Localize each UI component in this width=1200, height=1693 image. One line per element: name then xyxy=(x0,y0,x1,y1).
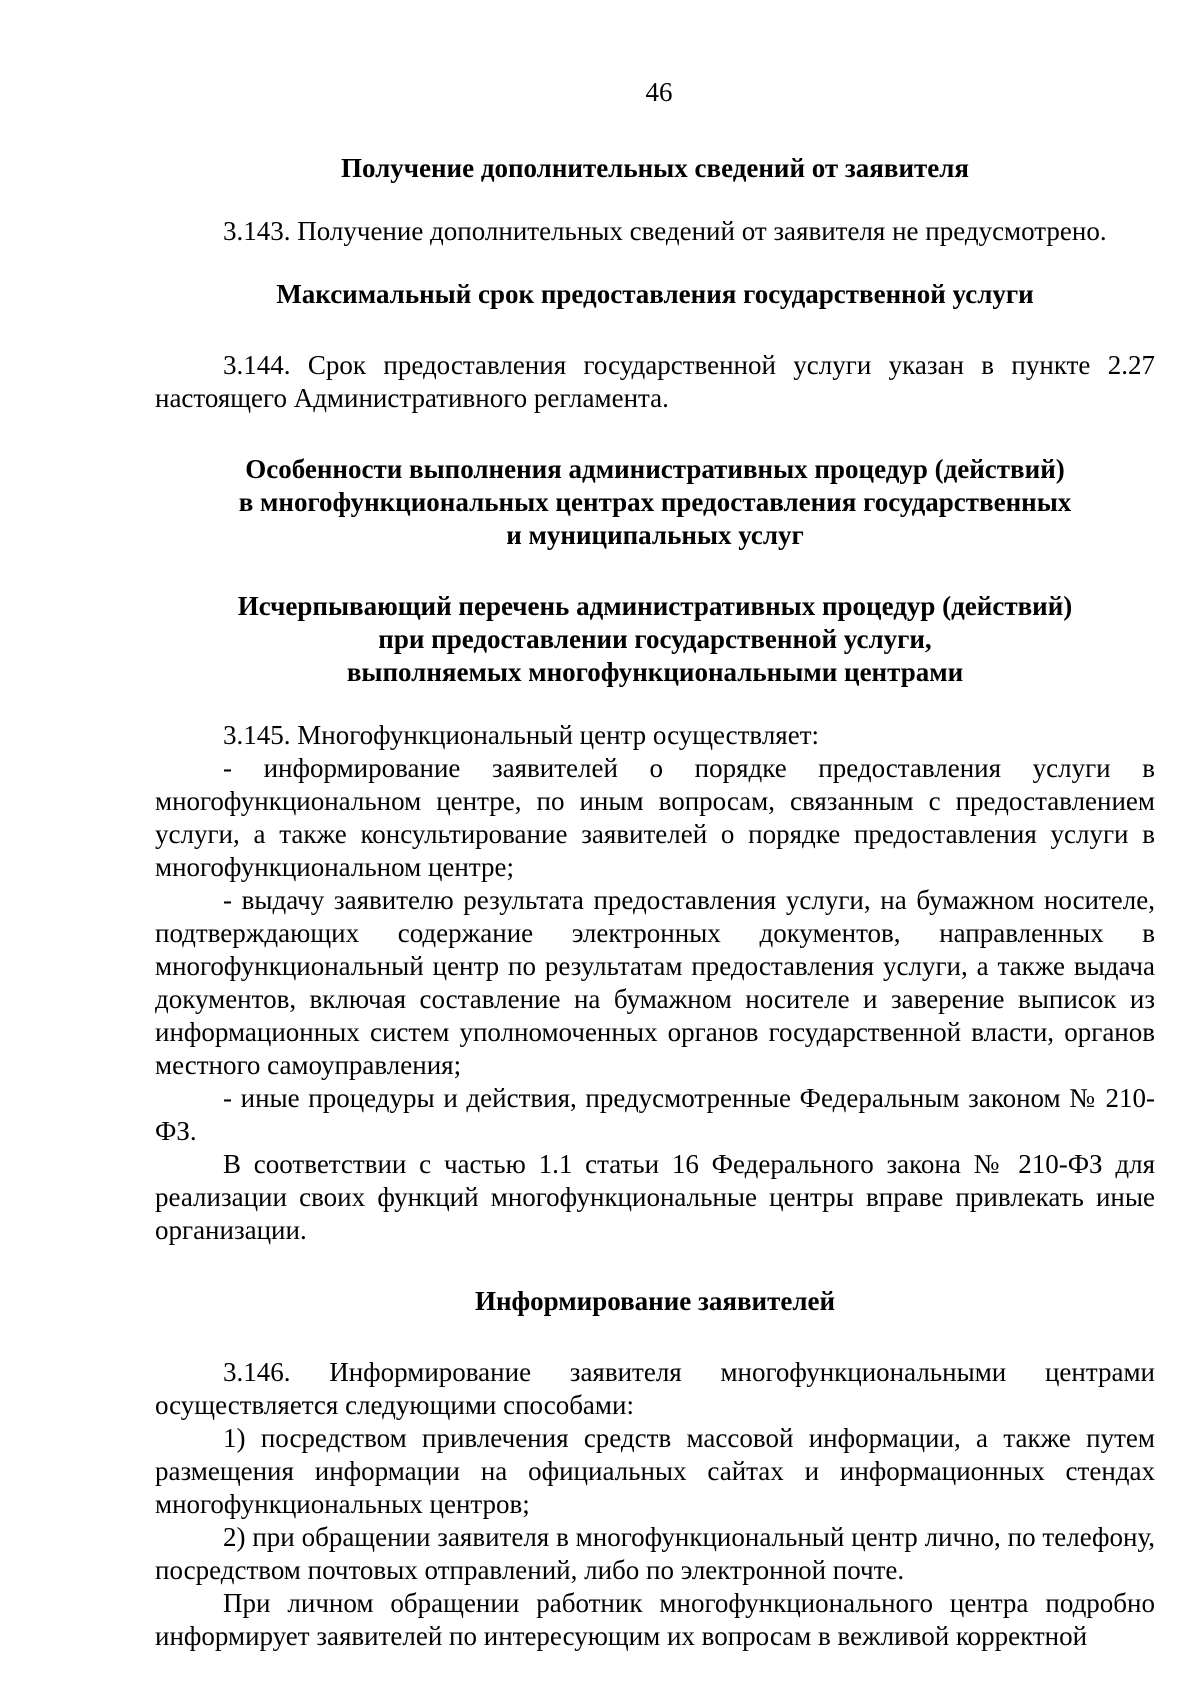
heading-line: при предоставлении государственной услуги, xyxy=(378,624,932,654)
page-number: 46 xyxy=(645,77,673,107)
section-heading-max-term: Максимальный срок предоставления государственной услуги xyxy=(276,279,1034,309)
list-item: - выдачу заявителю результата предоставления услуги, на бумажном носителе, подтверждающих содержание электронных документов, направленных в многофункциональный центр по результатам предоставления услуги, а также выдача документов, включая составление на бумажном носителе и заверение выписок из информационных систем уполномоченных органов государственной власти, органов местного самоуправления; xyxy=(155,885,1155,1080)
section-heading-additional-info: Получение дополнительных сведений от заявителя xyxy=(340,153,970,183)
section-heading-mfc-features xyxy=(155,453,1155,552)
heading-line: выполняемых многофункциональными центрами xyxy=(346,657,964,687)
list-item: 2) при обращении заявителя в многофункциональный центр лично, по телефону, посредством почтовых отправлений, либо по электронной почте. xyxy=(155,1522,1155,1585)
paragraph-3-146: 3.146. Информирование заявителя многофункциональными центрами осуществляется следующими способами: xyxy=(155,1357,1155,1420)
list-item: 1) посредством привлечения средств массовой информации, а также путем размещения информации на официальных сайтах и информационных стендах многофункциональных центров; xyxy=(155,1423,1155,1519)
list-item: - иные процедуры и действия, предусмотренные Федеральным законом № 210-ФЗ. xyxy=(155,1083,1155,1146)
heading-line: и муниципальных услуг xyxy=(506,520,804,550)
document-page xyxy=(155,72,1155,1653)
paragraph-3-145: 3.145. Многофункциональный центр осуществляет: xyxy=(223,720,820,750)
paragraph-3-143: 3.143. Получение дополнительных сведений от заявителя не предусмотрено. xyxy=(223,216,1107,246)
heading-line: в многофункциональных центрах предоставления государственных xyxy=(238,487,1072,517)
heading-line: Исчерпывающий перечень административных процедур (действий) xyxy=(237,591,1073,621)
section-heading-procedures-list xyxy=(155,590,1155,689)
paragraph-3-144: 3.144. Срок предоставления государственной услуги указан в пункте 2.27 настоящего Административного регламента. xyxy=(155,350,1155,413)
paragraph-3-145-note: В соответствии с частью 1.1 статьи 16 Федерального закона № 210-ФЗ для реализации своих функций многофункциональные центры вправе привлекать иные организации. xyxy=(155,1149,1155,1245)
section-heading-informing: Информирование заявителей xyxy=(474,1286,836,1316)
paragraph-personal-visit: При личном обращении работник многофункционального центра подробно информирует заявителей по интересующим их вопросам в вежливой корректной xyxy=(155,1588,1155,1651)
list-item: - информирование заявителей о порядке предоставления услуги в многофункциональном центре, по иным вопросам, связанным с предоставлением услуги, а также консультирование заявителей о порядке предоставления услуги в многофункциональном центре; xyxy=(155,753,1155,882)
heading-line: Особенности выполнения административных процедур (действий) xyxy=(245,454,1065,484)
